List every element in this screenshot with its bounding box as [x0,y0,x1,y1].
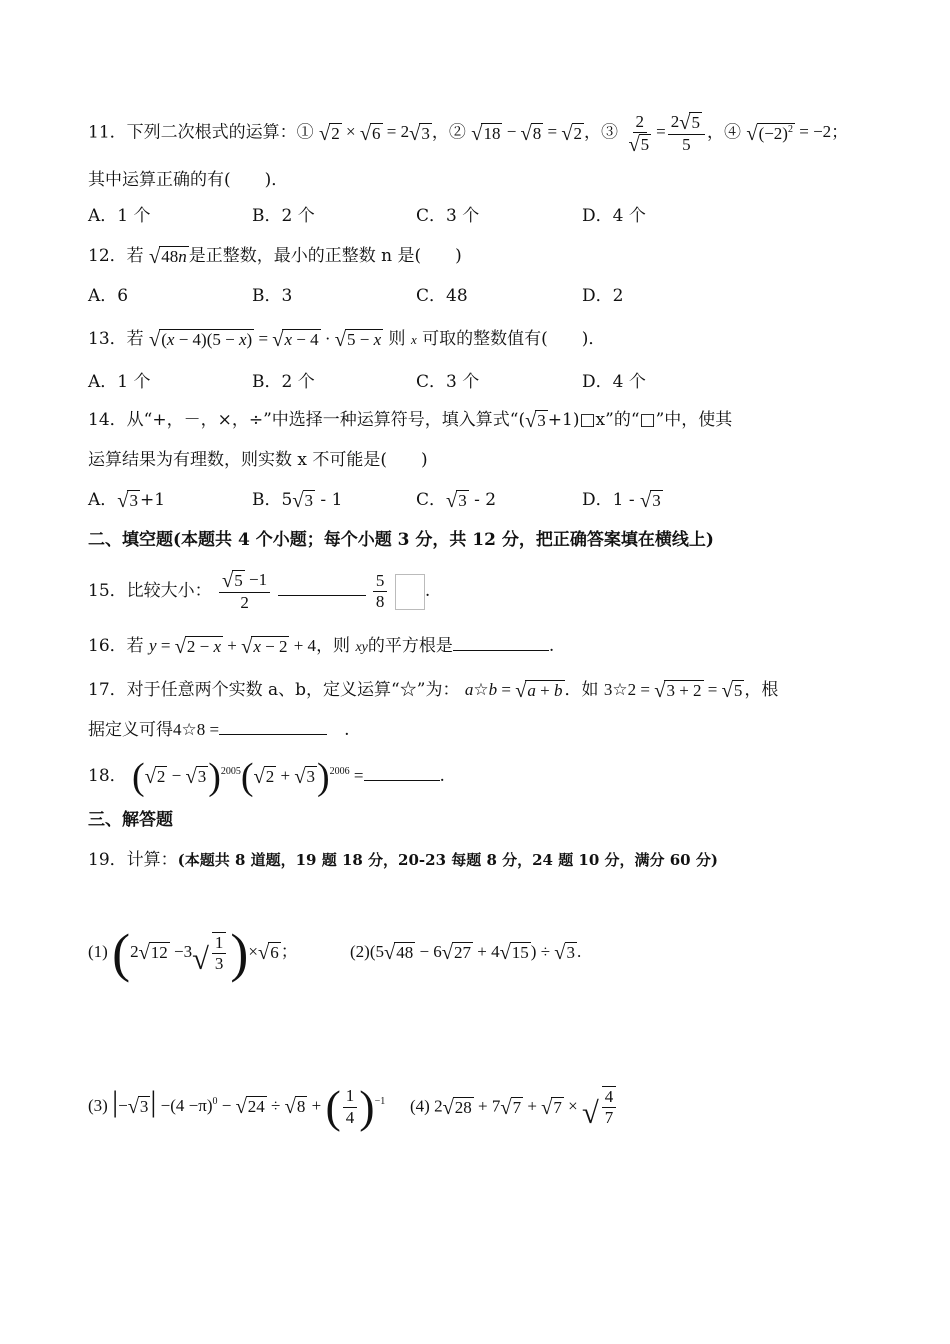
q12-option-b: B．3 [252,286,293,306]
q11-option-b: B．2 个 [252,206,315,226]
calc-4: (4) 2 √ 28 + 7 √ 7 + √ 7 × √ $\frac{4}{7}$ [410,1086,620,1129]
q19-line: 19．计算：(本题共 8 道题，19 题 18 分，20-23 每题 8 分，24 题 10 分，满分 60 分) [88,850,718,870]
calc-3: (3) |− √ 3 | $-(4 -\pi)^0$ − √ 24 ÷ √ 8 + ( $\frac{1}{4}$ )$^{-1}$ [88,1081,386,1133]
q14-line2: 运算结果为有理数，则实数 x 不可能是( ) [88,450,428,470]
q17-def: a☆b = √ a + b [464,680,563,703]
q16-blank[interactable] [453,650,549,651]
q16-line: 16．若 y = √ 2 − x + √ x − 2 + 4，则 xy的平方根是 . [88,636,555,659]
q11-expr-3: 2 √ 5 = 2 √ 5 5 [623,122,707,141]
q11-line1: 11．下列二次根式的运算：① √ 2 × √ 6 = 2 √ 3 ，② √ 18 − √ 8 = √ 2 ，③ 2 √ 5 = 2 √ 5 5 ，④ √ $(-2)^2$ = −2； [88,112,849,156]
section-3-heading: 三、解答题 [88,810,173,830]
q17-example: 3☆2 = √ 3 + 2 = √ 5 [603,680,743,703]
q15-line: 15．比较大小： √ 5 −1 2 $\frac{5}{8}$ . [88,569,431,612]
q13-option-c: C．3 个 [416,372,480,392]
q13-line: 13．若 √ (x − 4)(5 − x) = √ x − 4 · √ 5 − x 则 x 可取的整数值有( )． [88,329,606,352]
q12-option-a: A．6 [88,286,129,306]
q11-option-a: A．1 个 [88,206,151,226]
q11-number: 11． [88,122,127,143]
q17-blank[interactable] [219,734,327,735]
q13-option-d: D．4 个 [582,372,646,392]
q13-expr: √ (x − 4)(5 − x) = √ x − 4 · √ 5 − x [149,329,382,352]
calc-2: (2)(5 √ 48 − 6 √ 27 + 4 √ 15 ) ÷ √ 3 . [350,942,582,965]
q14-option-b: B．5 √ 3 - 1 [252,489,343,512]
q18-expr: ( √ 2 − √ 3 )$^{2005}$( √ 2 + √ 3 )$^{2006}$ = [132,756,364,798]
q14-option-d: D．1 - √ 3 [582,489,661,512]
q13-option-b: B．2 个 [252,372,315,392]
q17-line1: 17．对于任意两个实数 a、b，定义运算“☆”为： a☆b = √ a + b ．如 3☆2 = √ 3 + 2 = √ 5 ，根 [88,680,779,703]
q11-option-c: C．3 个 [416,206,480,226]
q12-option-d: D．2 [582,286,624,306]
q18-line: 18． ( √ 2 − √ 3 )$^{2005}$( √ 2 + √ 3 )$^{2006}$ = . [88,756,445,798]
q14-line1: 14．从“+，－，×，÷”中选择一种运算符号，填入算式“( √ 3 +1)□x”的“□”中，使其 [88,409,733,432]
q11-text: 下列二次根式的运算： [126,122,297,143]
q11-expr-2: √ 18 − √ 8 = √ 2 [471,122,583,145]
q18-blank[interactable] [364,780,440,781]
section-2-heading: 二、填空题(本题共 4 个小题；每个小题 3 分，共 12 分，把正确答案填在横线上) [88,530,714,550]
calc-1: (1) (2 √ 12 −3 √ $\frac{1}{3}$ )× √ 6 ； [88,923,298,984]
q16-expr: y = √ 2 − x + √ x − 2 + 4 [149,636,317,659]
q12-line: 12．若 √ 48n 是正整数，最小的正整数 n 是( ) [88,246,462,269]
q14-option-a: A． √ 3 +1 [88,489,166,512]
q12-expr: √ 48n [149,246,187,269]
q15-empty-box [395,574,425,610]
q15-frac-left: √ 5 −1 2 [219,570,270,613]
q14-option-c: C． √ 3 - 2 [416,489,497,512]
q13-option-a: A．1 个 [88,372,151,392]
q15-frac-right: $\frac{5}{8}$ [373,571,388,613]
q11-expr-4: √ $(-2)^2$ = −2 [746,122,832,145]
q15-blank[interactable] [278,595,366,596]
q11-tail: 其中运算正确的有( )． [88,170,289,190]
q11-expr-1: √ 2 × √ 6 = 2 √ 3 [319,122,430,145]
q17-line2: 据定义可得4☆8 = . [88,720,350,740]
q11-option-d: D．4 个 [582,206,646,226]
q12-option-c: C．48 [416,286,468,306]
